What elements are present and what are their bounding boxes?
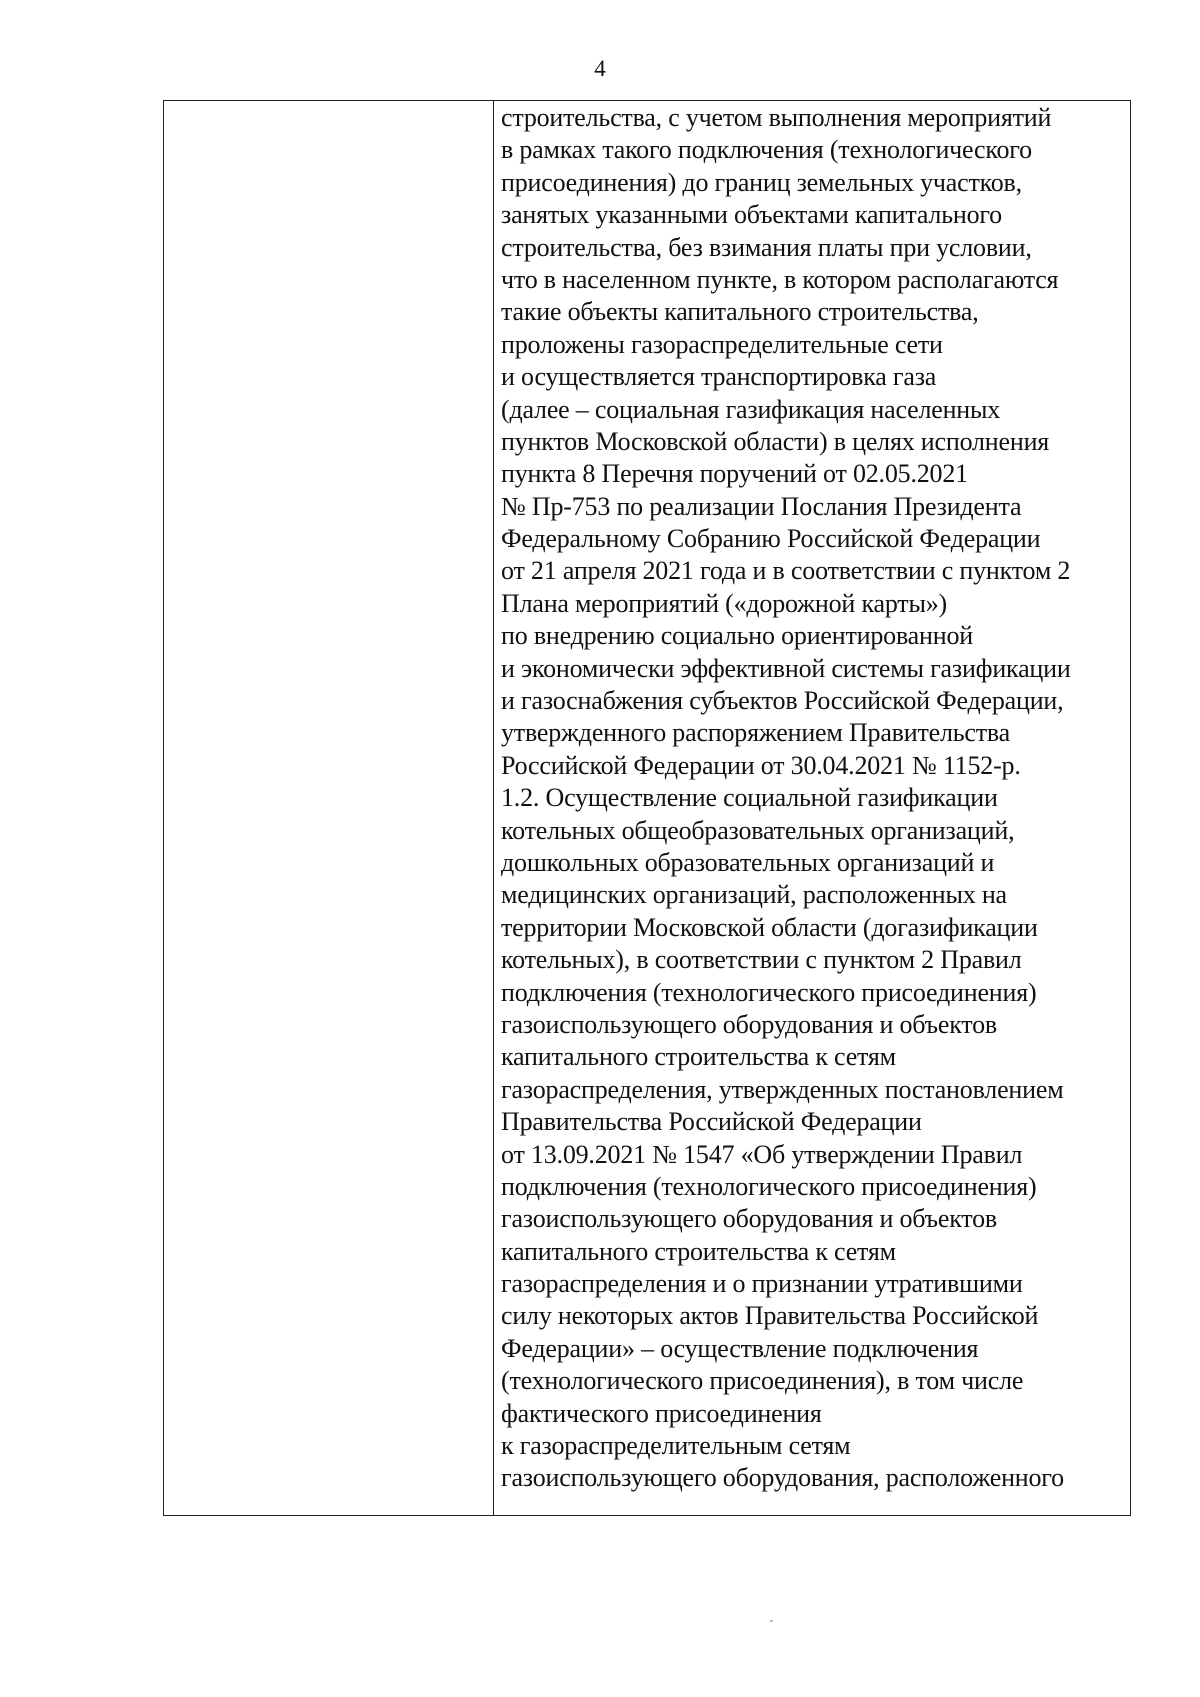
text-line: (технологического присоединения), в том числе	[501, 1366, 1024, 1396]
text-line: в рамках такого подключения (технологического	[501, 135, 1032, 165]
text-line: котельных), в соответствии с пунктом 2 Правил	[501, 945, 1022, 975]
text-line: силу некоторых актов Правительства Российской	[501, 1301, 1039, 1331]
text-line: газоиспользующего оборудования и объектов	[501, 1204, 998, 1234]
text-line: к газораспределительным сетям	[501, 1431, 851, 1461]
text-line: газоиспользующего оборудования, расположенного	[501, 1463, 1064, 1493]
text-line: Федерации» – осуществление подключения	[501, 1333, 979, 1363]
text-line: и газоснабжения субъектов Российской Федерации,	[501, 686, 1064, 716]
text-line: (далее – социальная газификация населенных	[501, 394, 1001, 424]
text-line: проложены газораспределительные сети	[501, 329, 943, 359]
text-line: что в населенном пункте, в котором располагаются	[501, 264, 1059, 294]
text-line: фактического присоединения	[501, 1398, 822, 1428]
text-line: пункта 8 Перечня поручений от 02.05.2021	[501, 459, 968, 489]
text-line: котельных общеобразовательных организаций,	[501, 815, 1015, 845]
table-left-cell	[164, 101, 494, 1515]
text-line: газоиспользующего оборудования и объектов	[501, 1009, 998, 1039]
text-line: по внедрению социально ориентированной	[501, 621, 973, 651]
text-line: № Пр-753 по реализации Послания Президента	[501, 491, 1022, 521]
text-line: от 21 апреля 2021 года и в соответствии с пунктом 2	[501, 556, 1071, 586]
text-line: 1.2. Осуществление социальной газификации	[501, 783, 998, 813]
text-line: медицинских организаций, расположенных на	[501, 880, 1007, 910]
text-line: строительства, без взимания платы при условии,	[501, 232, 1032, 262]
page-number: 4	[594, 56, 606, 81]
text-line: подключения (технологического присоединения)	[501, 1171, 1037, 1201]
text-line: капитального строительства к сетям	[501, 1236, 896, 1266]
text-line: подключения (технологического присоединения)	[501, 977, 1037, 1007]
text-line: Федеральному Собранию Российской Федерации	[501, 524, 1041, 554]
text-line: занятых указанными объектами капитального	[501, 200, 1002, 230]
text-line: территории Московской области (догазификации	[501, 912, 1038, 942]
text-line: такие объекты капитального строительства,	[501, 297, 979, 327]
text-line: капитального строительства к сетям	[501, 1042, 896, 1072]
text-line: Правительства Российской Федерации	[501, 1107, 922, 1137]
scan-speck	[770, 1620, 773, 1622]
text-line: дошкольных образовательных организаций и	[501, 847, 995, 877]
document-table	[163, 100, 1131, 1516]
table-right-cell	[496, 101, 1130, 1515]
text-line: Плана мероприятий («дорожной карты»)	[501, 588, 947, 618]
text-line: утвержденного распоряжением Правительства	[501, 718, 1010, 748]
text-line: присоединения) до границ земельных участков,	[501, 167, 1022, 197]
text-line: строительства, с учетом выполнения мероприятий	[501, 103, 1052, 132]
text-line: Российской Федерации от 30.04.2021 № 1152-р.	[501, 750, 1021, 780]
text-line: газораспределения и о признании утратившими	[501, 1269, 1023, 1299]
text-line: от 13.09.2021 № 1547 «Об утверждении Правил	[501, 1139, 1023, 1169]
text-line: газораспределения, утвержденных постановлением	[501, 1074, 1064, 1104]
text-line: пунктов Московской области) в целях исполнения	[501, 426, 1050, 456]
text-line: и экономически эффективной системы газификации	[501, 653, 1071, 683]
text-line: и осуществляется транспортировка газа	[501, 362, 937, 392]
